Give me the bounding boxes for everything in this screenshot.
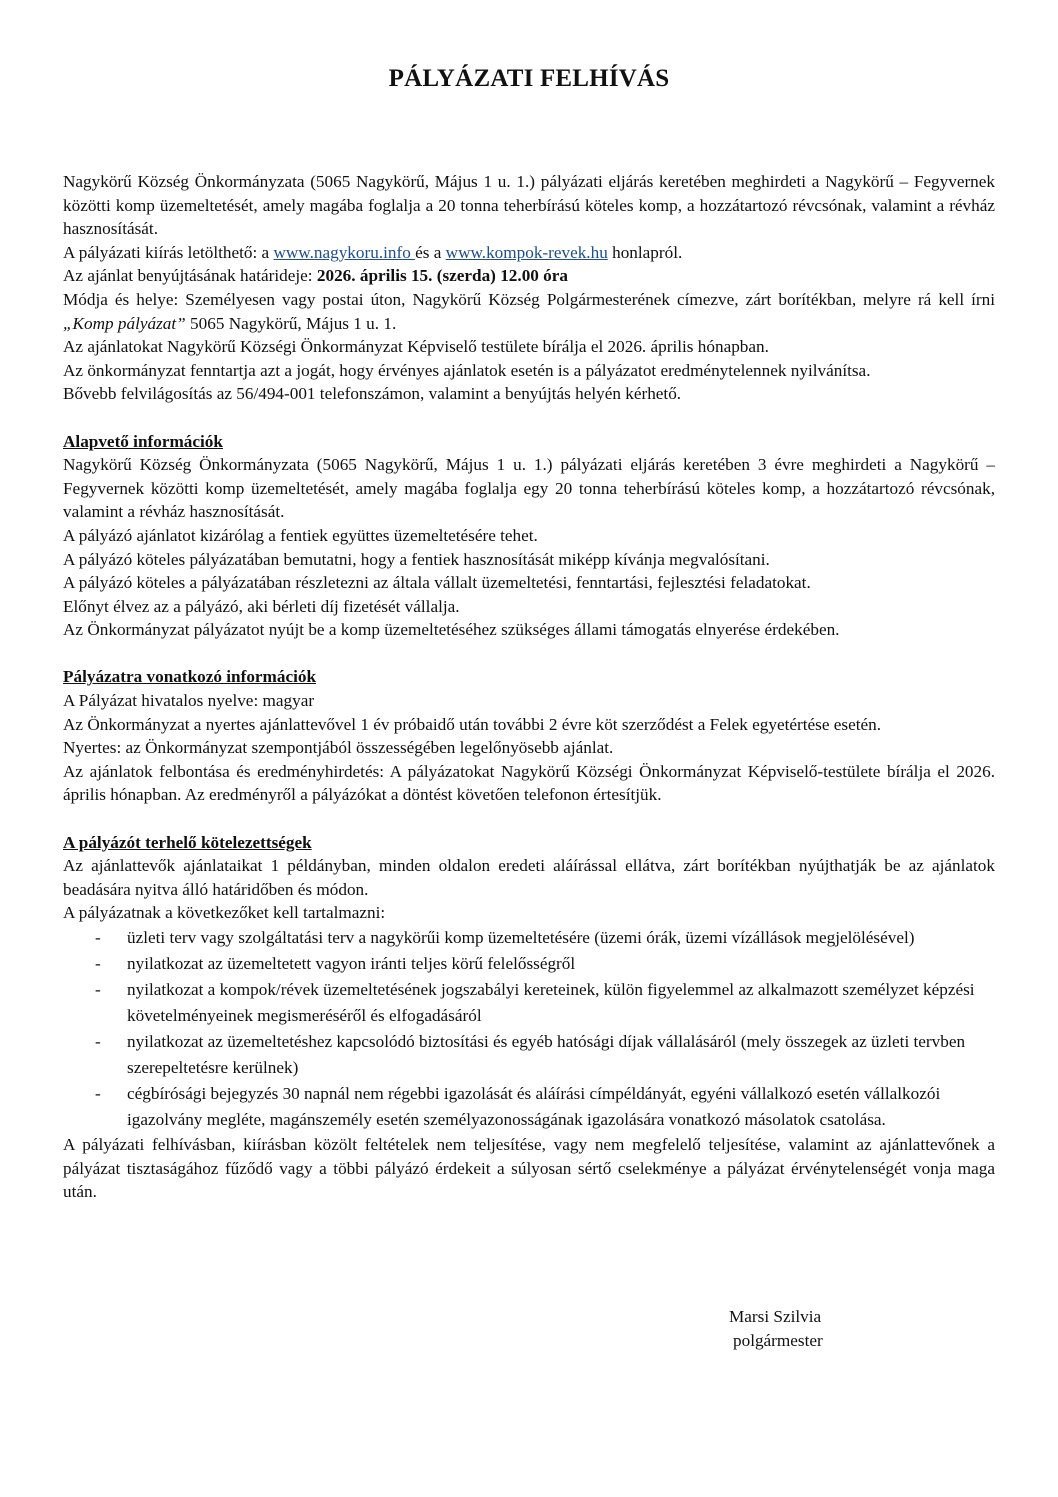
list-item <box>63 977 995 1029</box>
basic-paragraph-2: A pályázó ajánlatot kizárólag a fentiek együttes üzemeltetésére tehet. <box>63 525 538 545</box>
tender-info-heading: Pályázatra vonatkozó információk <box>63 667 317 687</box>
list-dash: - <box>95 928 101 947</box>
list-item-text: nyilatkozat az üzemeltetéshez kapcsolódó biztosítási és egyéb hatósági díjak vállalásáról (mely összegek az üzleti tervben szerepeltetésre kerülnek) <box>127 1032 966 1077</box>
obligations-heading: A pályázót terhelő kötelezettségek <box>63 832 312 852</box>
list-item <box>63 1081 995 1133</box>
list-dash: - <box>95 1032 101 1051</box>
basic-paragraph-5: Előnyt élvez az a pályázó, aki bérleti díj fizetését vállalja. <box>63 596 460 616</box>
tender-paragraph-3: Nyertes: az Önkormányzat szempontjából összességében legelőnyösebb ajánlat. <box>63 738 614 758</box>
download-mid: és a <box>415 242 446 262</box>
obligations-paragraph-2: A pályázatnak a következőket kell tartalmazni: <box>63 903 386 923</box>
tender-paragraph-4: Az ajánlatok felbontása és eredményhirdetés: A pályázatokat Nagykörű Községi Önkormányzat Képviselő-testülete bírálja el 2026. április hónapban. Az eredményről a pályázókat a döntést követően telefonon értesítjük. <box>63 761 995 805</box>
method-suffix: 5065 Nagykörű, Május 1 u. 1. <box>185 313 397 333</box>
deadline-value: 2026. április 15. (szerda) 12.00 óra <box>316 266 568 286</box>
contact-line: Bővebb felvilágosítás az 56/494-001 telefonszámon, valamint a benyújtás helyén kérhető. <box>63 384 682 404</box>
list-dash: - <box>95 1084 101 1103</box>
document-body <box>63 170 995 1204</box>
deadline-line <box>63 264 995 288</box>
tender-paragraph-2: Az Önkormányzat a nyertes ajánlattevővel 1 év próbaidő után további 2 évre köt szerződést a Felek egyetértése esetén. <box>63 714 881 734</box>
list-item-text: cégbírósági bejegyzés 30 napnál nem régebbi igazolását és aláírási címpéldányát, egyéni vállalkozó esetén vállalkozói igazolvány megléte, magánszemély esetén személyazonosságának igazolására vonatkozó másolatok csatolása. <box>127 1084 941 1129</box>
list-item <box>63 951 995 977</box>
closing-paragraph: A pályázati felhívásban, kiírásban közölt feltételek nem teljesítése, vagy nem megfelelő teljesítése, valamint az ajánlattevőnek a pályázat tisztaságához fűződő vagy a többi pályázó érdekeit a súlyosan sértő cselekménye a pályázat érvénytelenségét vonja maga után. <box>63 1135 995 1202</box>
tender-paragraph-1: A Pályázat hivatalos nyelve: magyar <box>63 691 315 711</box>
list-item <box>63 1029 995 1081</box>
download-line <box>63 241 995 265</box>
list-item-text: nyilatkozat az üzemeltetett vagyon iránti teljes körű felelősségről <box>127 954 576 973</box>
obligations-paragraph-1: Az ajánlattevők ajánlataikat 1 példányban, minden oldalon eredeti aláírással ellátva, zárt borítékban nyújthatják be az ajánlatok beadására nyitva álló határidőben és módon. <box>63 856 995 899</box>
download-suffix: honlapról. <box>607 242 683 262</box>
nagykoru-link[interactable]: www.nagykoru.info <box>273 242 416 262</box>
list-dash: - <box>95 980 101 999</box>
list-item-text: üzleti terv vagy szolgáltatási terv a nagykörűi komp üzemeltetésére (üzemi órák, üzemi vízállások megjelölésével) <box>127 928 915 947</box>
basic-info-heading: Alapvető információk <box>63 431 223 451</box>
signatory-role: polgármester <box>733 1331 823 1350</box>
requirements-list <box>63 925 995 1133</box>
list-item <box>63 925 995 951</box>
basic-paragraph-6: Az Önkormányzat pályázatot nyújt be a komp üzemeltetéséhez szükséges állami támogatás elnyerése érdekében. <box>63 620 840 640</box>
page-title: PÁLYÁZATI FELHÍVÁS <box>388 65 670 92</box>
kompok-revek-link[interactable]: www.kompok-revek.hu <box>445 242 608 262</box>
deadline-prefix: Az ajánlat benyújtásának határideje: <box>63 266 317 286</box>
basic-paragraph-4: A pályázó köteles a pályázatában részletezni az általa vállalt üzemeltetési, fenntartási, fejlesztési feladatokat. <box>63 573 811 593</box>
list-item-text: nyilatkozat a kompok/révek üzemeltetésének jogszabályi kereteinek, külön figyelemmel az alkalmazott személyzet képzési követelményeinek megismeréséről és elfogadásáról <box>127 980 975 1025</box>
signatory-name: Marsi Szilvia <box>729 1307 822 1326</box>
intro-paragraph: Nagykörű Község Önkormányzata (5065 Nagykörű, Május 1 u. 1.) pályázati eljárás keretében meghirdeti a Nagykörű – Fegyvernek közötti komp üzemeltetését, amely magába foglalja a 20 tonna teherbírású köteles komp, a hozzátartozó révcsónak, valamint a révház hasznosítását. <box>63 172 995 239</box>
reservation-line: Az önkormányzat fenntartja azt a jogát, hogy érvényes ajánlatok esetén is a pályázatot eredménytelennek nyilvánítsa. <box>63 360 871 380</box>
envelope-label: „Komp pályázat” <box>63 313 186 333</box>
basic-paragraph-3: A pályázó köteles pályázatában bemutatni, hogy a fentiek hasznosítását miképp kívánja megvalósítani. <box>63 549 770 569</box>
list-dash: - <box>95 954 101 973</box>
method-prefix: Módja és helye: Személyesen vagy postai úton, Nagykörű Község Polgármesterének címezve, zárt borítékban, melyre rá kell írni <box>63 289 995 309</box>
download-prefix: A pályázati kiírás letölthető: a <box>63 242 274 262</box>
method-line <box>63 288 995 335</box>
basic-paragraph-1: Nagykörű Község Önkormányzata (5065 Nagykörű, Május 1 u. 1.) pályázati eljárás keretében 3 évre meghirdeti a Nagykörű – Fegyvernek közötti komp üzemeltetését, amely magába foglalja egy 20 tonna teherbírású köteles komp, a hozzátartozó révcsónak, valamint a révház hasznosítását. <box>63 455 995 522</box>
evaluation-line: Az ajánlatokat Nagykörű Községi Önkormányzat Képviselő testülete bírálja el 2026. április hónapban. <box>63 337 769 357</box>
